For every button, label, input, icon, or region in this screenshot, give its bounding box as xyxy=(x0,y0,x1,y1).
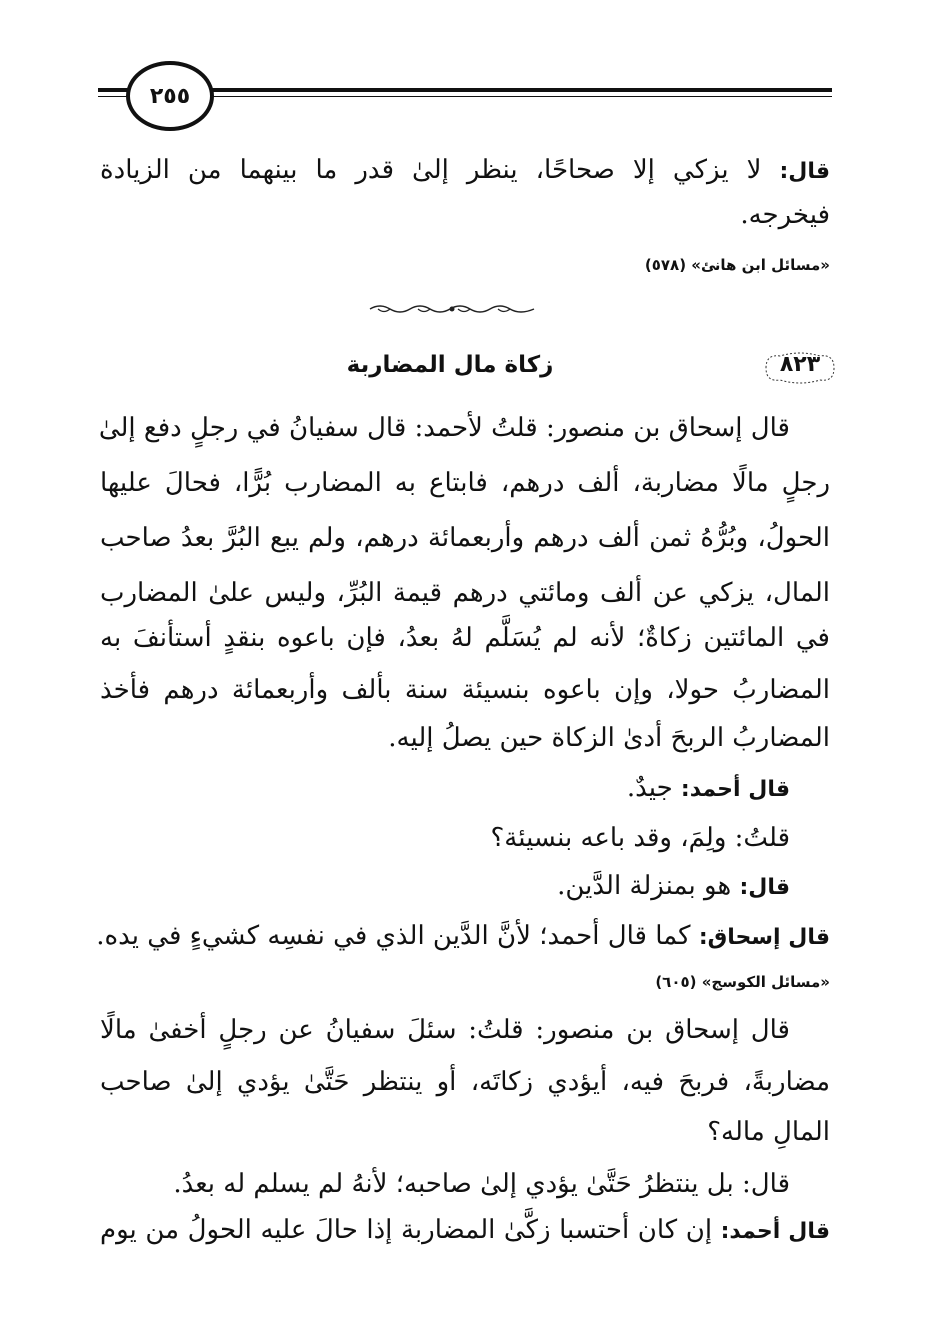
speaker-label: قال أحمد: xyxy=(720,1219,830,1244)
line-text: إن كان أحتسبا زكَّىٰ المضاربة إذا حالَ عليه الحولُ من يوم xyxy=(100,1215,713,1245)
line-text: فيخرجه. xyxy=(740,200,830,230)
line-text: قلتُ: ولِمَ، وقد باعه بنسيئة؟ xyxy=(490,823,790,853)
text-line: قال إسحاق بن منصور: قلتُ: سئلَ سفيانُ عن رجلٍ أخفىٰ مالًا xyxy=(100,1015,790,1045)
speaker-label: قال إسحاق: xyxy=(698,925,830,950)
dialogue-line xyxy=(100,768,830,810)
section-number: ٨٢٣ xyxy=(779,352,821,377)
text-line: المضاربُ حولا، وإن باعوه بنسيئة سنة بألف وأربعمائة درهم فأخذ xyxy=(100,675,830,705)
line-text: هو بمنزلة الدَّين. xyxy=(557,871,732,901)
speaker-label: قال أحمد: xyxy=(680,777,790,802)
text-line: مضاربةً، فربحَ فيه، أيؤدي زكاتَه، أو ينتظر حَتَّىٰ يؤدي إلىٰ صاحب xyxy=(100,1067,830,1097)
line-text: كما قال أحمد؛ لأنَّ الدَّين الذي في نفسِه كشيءٍ في يده. xyxy=(96,921,691,951)
speaker-label: قال: xyxy=(739,875,790,900)
section-title: زكاة مال المضاربة xyxy=(346,352,554,378)
speaker-label: قال: xyxy=(779,159,831,184)
source-citation: «مسائل الكوسج» (٦٠٥) xyxy=(655,973,830,991)
dialogue-line xyxy=(100,1164,830,1204)
dialogue-line xyxy=(96,916,830,958)
dialogue-line xyxy=(100,866,830,908)
text-line xyxy=(100,195,830,235)
text-line: رجلٍ مالًا مضاربة، ألف درهم، فابتاع به المضارب بُرًّا، فحالَ عليها xyxy=(100,468,830,498)
page-number xyxy=(126,61,214,131)
dialogue-line xyxy=(100,818,830,858)
page-number-text: ٢٥٥ xyxy=(149,83,191,109)
text-line: المالِ ماله؟ xyxy=(707,1117,830,1147)
text-line: قال إسحاق بن منصور: قلتُ لأحمد: قال سفيانُ في رجلٍ دفع إلىٰ xyxy=(98,413,790,443)
text-line xyxy=(100,150,830,192)
line-text: قال: بل ينتظرُ حَتَّىٰ يؤدي إلىٰ صاحبه؛ لأنهُ لم يسلم له بعدُ. xyxy=(173,1169,790,1199)
dialogue-line xyxy=(100,1210,830,1252)
text-line: في المائتين زكاةٌ؛ لأنه لم يُسَلَّم لهُ بعدُ، فإن باعوه بنقدٍ أستأنفَ به xyxy=(100,623,830,653)
text-line: الحولُ، وبُرُّهُ ثمن ألف درهم وأربعمائة درهم، ولم يبع البُرَّ بعدُ صاحب xyxy=(100,523,830,553)
text-line: المضاربُ الربحَ أدىٰ الزكاة حين يصلُ إليه. xyxy=(388,723,830,753)
ornament-divider xyxy=(368,302,536,316)
section-number-badge xyxy=(760,348,840,388)
source-citation: «مسائل ابن هانئ» (٥٧٨) xyxy=(644,256,830,274)
line-text: لا يزكي إلا صحاحًا، ينظر إلىٰ قدر ما بينهما من الزيادة xyxy=(100,155,762,185)
text-line: المال، يزكي عن ألف ومائتي درهم قيمة البُرِّ، وليس علىٰ المضارب xyxy=(100,578,830,608)
line-text: جيدٌ. xyxy=(626,773,673,803)
